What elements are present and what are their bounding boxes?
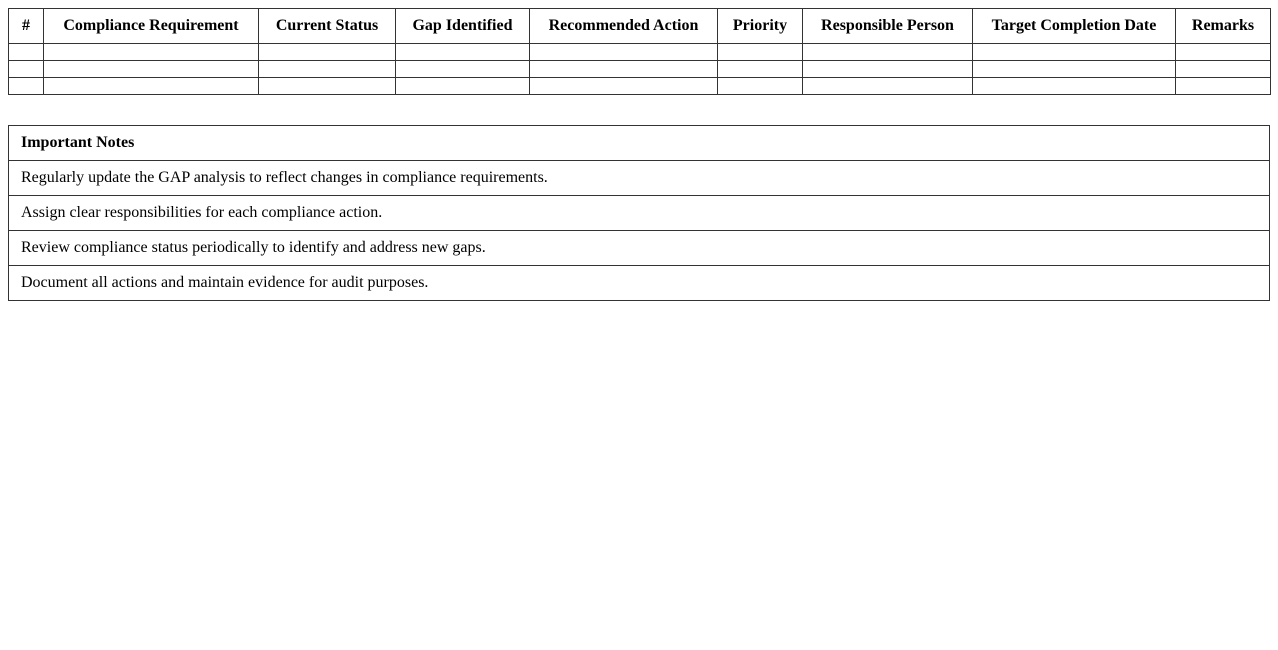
column-header-target-completion-date: Target Completion Date: [973, 9, 1176, 44]
note-row: [9, 266, 1270, 301]
column-header-gap-identified: Gap Identified: [396, 9, 530, 44]
table-cell: [9, 44, 44, 61]
gap-analysis-table: [8, 8, 1271, 95]
table-cell: [396, 61, 530, 78]
notes-heading-row: [9, 126, 1270, 161]
important-notes-table: [8, 125, 1270, 301]
table-cell: [259, 78, 396, 95]
table-header-row: [9, 9, 1271, 44]
table-row: [9, 61, 1271, 78]
column-header-recommended-action: Recommended Action: [530, 9, 718, 44]
table-cell: [9, 78, 44, 95]
table-cell: [1176, 78, 1271, 95]
table-cell: [803, 44, 973, 61]
table-cell: [530, 61, 718, 78]
note-row: [9, 231, 1270, 266]
note-item: Assign clear responsibilities for each compliance action.: [9, 196, 1270, 231]
note-item: Document all actions and maintain evidence for audit purposes.: [9, 266, 1270, 301]
note-row: [9, 196, 1270, 231]
notes-heading: Important Notes: [9, 126, 1270, 161]
table-cell: [973, 61, 1176, 78]
table-cell: [973, 44, 1176, 61]
table-cell: [259, 44, 396, 61]
note-item: Regularly update the GAP analysis to reflect changes in compliance requirements.: [9, 161, 1270, 196]
column-header-priority: Priority: [718, 9, 803, 44]
column-header-remarks: Remarks: [1176, 9, 1271, 44]
column-header-current-status: Current Status: [259, 9, 396, 44]
table-cell: [396, 44, 530, 61]
column-header-number: #: [9, 9, 44, 44]
table-cell: [44, 44, 259, 61]
table-row: [9, 44, 1271, 61]
table-cell: [530, 44, 718, 61]
column-header-responsible-person: Responsible Person: [803, 9, 973, 44]
table-cell: [718, 61, 803, 78]
table-row: [9, 78, 1271, 95]
note-row: [9, 161, 1270, 196]
table-cell: [1176, 61, 1271, 78]
table-cell: [718, 78, 803, 95]
note-item: Review compliance status periodically to identify and address new gaps.: [9, 231, 1270, 266]
column-header-compliance-requirement: Compliance Requirement: [44, 9, 259, 44]
table-cell: [259, 61, 396, 78]
table-cell: [44, 61, 259, 78]
table-cell: [803, 61, 973, 78]
table-cell: [396, 78, 530, 95]
table-cell: [44, 78, 259, 95]
table-cell: [1176, 44, 1271, 61]
table-cell: [718, 44, 803, 61]
table-cell: [530, 78, 718, 95]
table-cell: [803, 78, 973, 95]
table-cell: [9, 61, 44, 78]
table-cell: [973, 78, 1176, 95]
